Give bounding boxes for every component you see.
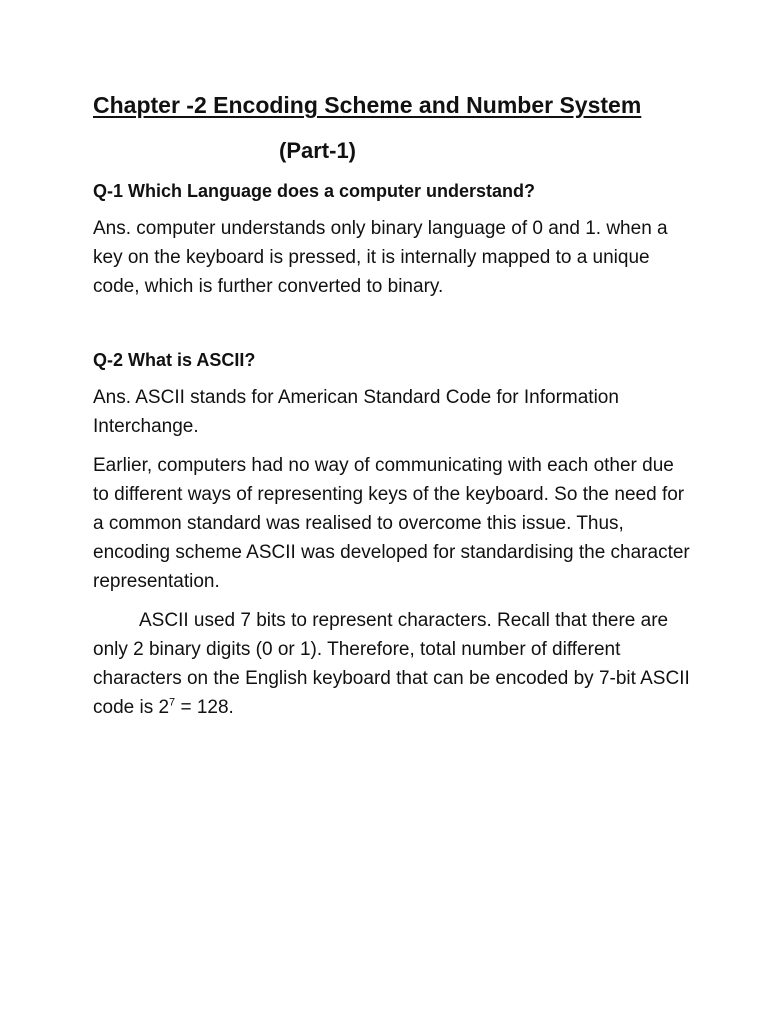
question-2: Q-2 What is ASCII? — [93, 350, 256, 370]
answer-2: Ans. ASCII stands for American Standard Code for Information Interchange. — [93, 387, 619, 437]
ascii-bits-result: = 128. — [175, 697, 234, 718]
ascii-bits-paragraph — [93, 606, 693, 722]
question-1: Q-1 Which Language does a computer understand? — [93, 181, 536, 201]
exponent: 7 — [169, 696, 176, 709]
part-subtitle: (Part-1) — [279, 138, 357, 163]
ascii-history-paragraph: Earlier, computers had no way of communicating with each other due to different ways of representing keys of the keyboard. So the need for a common standard was realised to overcome this issue. Thus, encoding scheme ASCII was developed for standardising the character representation. — [93, 455, 690, 592]
chapter-title: Chapter -2 Encoding Scheme and Number System — [93, 92, 642, 118]
answer-1: Ans. computer understands only binary language of 0 and 1. when a key on the keyboard is pressed, it is internally mapped to a unique code, which is further converted to binary. — [93, 218, 668, 297]
document-page — [93, 88, 693, 722]
ascii-bits-text: ASCII used 7 bits to represent characters. Recall that there are only 2 binary digits (0 or 1). Therefore, total number of different characters on the English keyboard that can be encoded by 7-bit ASCII code is 2 — [93, 610, 690, 718]
